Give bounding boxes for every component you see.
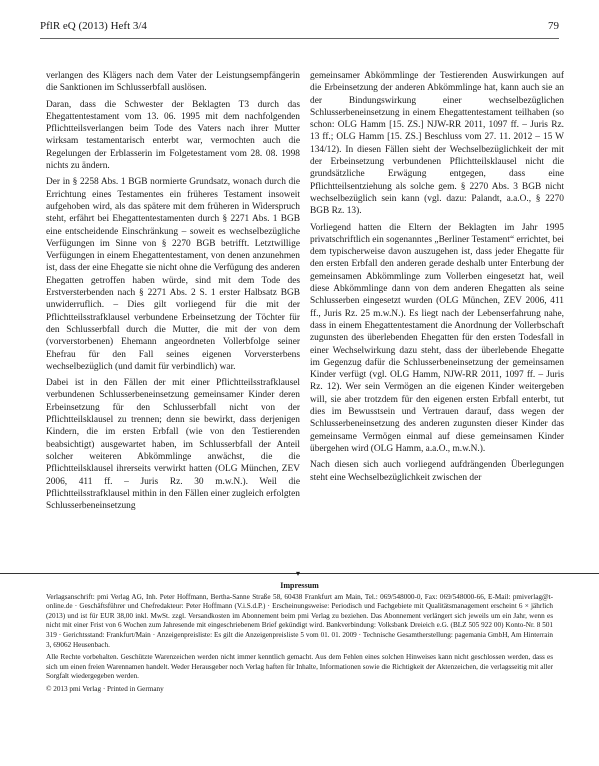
paragraph: Dabei ist in den Fällen der mit einer Pflichtteilsstrafklausel verbundenen Schlusserbeneinsetzung gemeinsamer Kinder deren Erbeinsetzung für den Schlusserbfall nicht von der Pflichtteilsklausel zu trennen; denn sie bewirkt, dass derjenigen Kindern, die im ersten Erbfall (wie von den Testierenden beabsichtigt) ausgewartet haben, im Schlusserbfall der Anteil solcher weiteren Abkömmlinge anwächst, die die Pflichtteilsklausel ihrerseits verwirkt hatten (OLG München, ZEV 2006, 411 ff. – Juris Rz. 30 m.w.N.). Weil die Pflichtteilsstrafklausel mithin in den Fällen einer zugleich erfolgten Schlusserbeneinsetzung <box>46 378 300 512</box>
paragraph: Vorliegend hatten die Eltern der Beklagten im Jahr 1995 privatschriftlich ein sogenanntes „Berliner Testament“ errichtet, bei dem typischerweise davon auszugehen ist, dass jeder Ehegatte für den ersten Erbfall den anderen gerade deshalb unter Enterbung der gemeinsamen Abkömmlinge zum Vollerben eingesetzt hat, weil diese Abkömmlinge dann von dem anderen Ehegatten als seine Schlusserben eingesetzt wurden (OLG München, ZEV 2006, 411 ff., Juris Rz. 25 m.w.N.). Es liegt nach der Lebenserfahrung nahe, dass in einem Ehegattentestament die Anordnung der Vollerbschaft zugunsten des überlebenden Ehegatten für den ersten Todesfall in einer Wechselwirkung dazu steht, dass der überlebende Ehegatte im Gegenzug dafür die Schlusserbeneinsetzung der gemeinsamen Kinder verfügt (vgl. OLG Hamm, NJW-RR 2011, 1097 ff. – Juris Rz. 12). Wer sein Vermögen an die eigenen Kinder weitergeben will, sie aber trotzdem für den eigenen ersten Erbfall enterbt, tut dies im Bewusstsein und Vertrauen darauf, dass wegen der Schlusserbeneinsetzung des anderen zugunsten dieser Kinder das gemeinsame Vermögen einmal auf diese gemeinsamen Kinder übergehen wird (OLG Hamm, a.a.O., m.w.N.). <box>310 222 564 454</box>
paragraph: gemeinsamer Abkömmlinge der Testierenden Auswirkungen auf die Erbeinsetzung der anderen Abkömmlinge hat, kann auch sie an der Bindungswirkung einer wechselbezüglichen Schlusserbeneinsetzung in einem Ehegattentestament teilhaben (so schon: OLG Hamm [15. ZS.] NJW-RR 2011, 1097 ff. – Juris Rz. 13 ff.; OLG Hamm [15. ZS.] Beschluss vom 27. 11. 2012 – 15 W 134/12). In diesen Fällen sieht der Wechselbezüglichkeit der mit der Erbeinsetzung verbundenen Pflichtteilsklausel nicht die grundsätzliche Erwägung entgegen, dass eine Pflichtteilsentziehung als solche gem. § 2270 Abs. 3 BGB nicht wechselbezüglich sein kann (vgl. dazu: Palandt, a.a.O., § 2270 BGB Rz. 13). <box>310 71 564 217</box>
paragraph: verlangen des Klägers nach dem Vater der Leistungsempfängerin die Sanktionen im Schlusserbfall auslösen. <box>46 71 300 94</box>
right-column <box>310 70 564 488</box>
separator-marker: ▾ <box>295 569 300 578</box>
journal-title: PflR eQ (2013) Heft 3/4 <box>40 20 147 32</box>
paragraph: Der in § 2258 Abs. 1 BGB normierte Grundsatz, wonach durch die Errichtung eines Testamentes ein früheres Testament insoweit aufgehoben wird, als das spätere mit dem früheren in Widerspruch steht, erfährt bei Ehegattentestamenten durch § 2271 Abs. 1 BGB eine entscheidende Einschränkung – soweit es wechselbezügliche Verfügungen im Sinne von § 2270 BGB betrifft. Letztwillige Verfügungen in einem Ehegattentestament, von denen anzunehmen ist, dass der eine Ehegatte sie nicht ohne die Verfügung des anderen Ehegatten getroffen haben würde, sind mit dem Tode des Erstversterbenden nach § 2271 Abs. 2 S. 1 erster Halbsatz BGB unwiderruflich. – Dies gilt vorliegend für die mit der Pflichtteilsstrafklausel verbundene Erbeinsetzung der Töchter für den Schlusserbfall durch die Mutter, die mit der von dem (vorverstorbenen) Ehemann angeordneten Vollerbfolge seiner Ehefrau für den Fall seines eigenen Vorversterbens wechselbezüglich (und damit für verbindlich) war. <box>46 177 300 372</box>
left-column <box>46 70 300 516</box>
impressum <box>46 581 553 698</box>
impressum-paragraph: Verlagsanschrift: pmi Verlag AG, Inh. Peter Hoffmann, Bertha-Sanne Straße 58, 60438 Frankfurt am Main, Tel.: 069/548000-0, Fax: 069/548000-66, E-Mail: pmiverlag@t-online.de · Geschäftsführer und Chefredakteur: Peter Hoffmann (V.i.S.d.P.) · Erscheinungsweise: Periodisch und Fachgebiete mit Qualitätsmanagement erscheint 6 × jährlich (2013) und ist für EUR 38,00 inkl. MwSt. zzgl. Versandkosten im Abonnement beim pmi Verlag zu beziehen. Das Abonnement verlängert sich jeweils um ein Jahr, wenn es nicht mit einer Frist von 6 Wochen zum Jahresende mit eingeschriebenem Brief gekündigt wird. Bankverbindung: Volksbank Dreieich e.G. (BLZ 505 922 00) Konto-Nr. 8 501 319 · Gerichtsstand: Frankfurt/Main · Anzeigenpreisliste: Es gilt die Anzeigenpreisliste 5 vom 01. 01. 2009 · Technische Gesamtherstellung: pagemania GmbH, Am Hinterrain 3, 69062 Heusenbach. <box>46 592 553 649</box>
paragraph: Nach diesen sich auch vorliegend aufdrängenden Überlegungen steht eine Wechselbezüglichkeit zwischen der <box>310 460 564 483</box>
copyright: © 2013 pmi Verlag · Printed in Germany <box>46 684 164 693</box>
running-header <box>40 18 559 39</box>
page-number: 79 <box>548 20 559 32</box>
impressum-title: Impressum <box>280 581 319 590</box>
impressum-paragraph: Alle Rechte vorbehalten. Geschützte Warenzeichen werden nicht immer kenntlich gemacht. Aus dem Fehlen eines solchen Hinweises kann nicht geschlossen werden, dass es sich um einen freien Warennamen handelt. Weder Herausgeber noch Verlag haften für Inhalte, Informationen sowie die Richtigkeit der Aktenzeichen, die verlagsseitig mit aller Sorgfalt wiedergegeben werden. <box>46 653 553 681</box>
paragraph: Daran, dass die Schwester der Beklagten T3 durch das Ehegattentestament vom 13. 06. 1995 mit dem nachfolgenden Pflichtteilsverlangen beim Tode des Vaters nach ihrer Mutter wirksam testamentarisch enterbt war, vermochten auch die Regelungen der Erblasserin im Folgetestament vom 28. 08. 1998 nichts zu ändern. <box>46 99 300 172</box>
